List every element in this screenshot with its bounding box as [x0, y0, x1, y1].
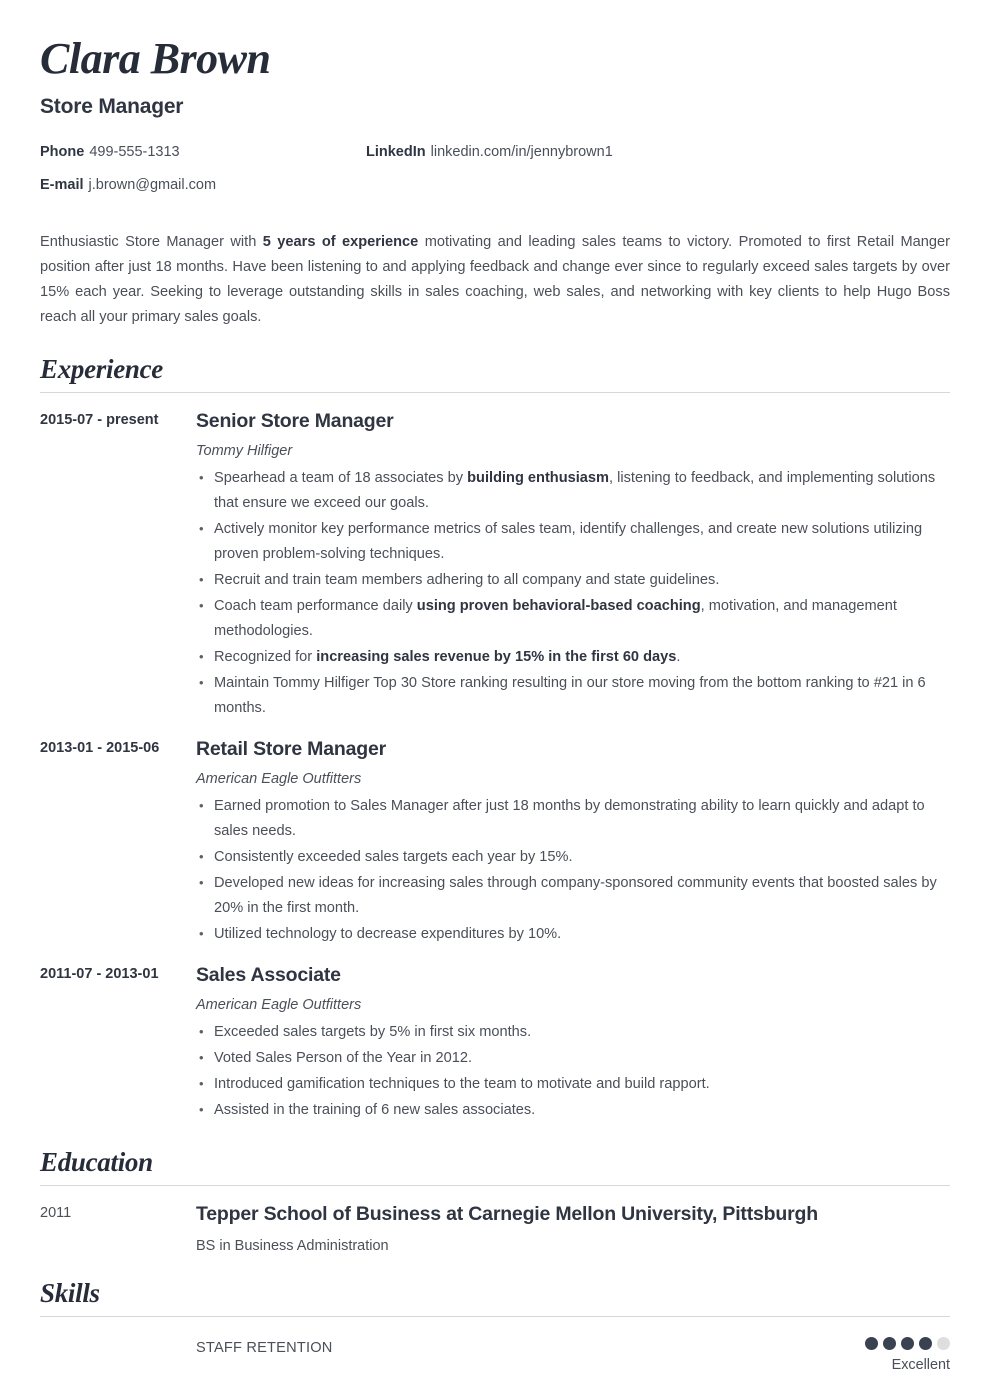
experience-entry-body — [196, 962, 950, 1123]
skill-name: STAFF RETENTION — [196, 1340, 333, 1356]
experience-bullet-list — [196, 1020, 950, 1123]
experience-entry-body — [196, 736, 950, 947]
bullet-highlight: using proven behavioral-based coaching — [416, 598, 701, 614]
section-divider — [40, 1185, 950, 1186]
skill-dot-filled — [901, 1337, 914, 1350]
section-title-education: Education — [40, 1147, 153, 1177]
education-entry-degree: BS in Business Administration — [196, 1238, 389, 1254]
contact-email[interactable] — [40, 177, 216, 193]
contact-linkedin-value[interactable]: linkedin.com/in/jennybrown1 — [430, 144, 613, 160]
experience-bullet — [196, 671, 950, 721]
experience-bullet — [196, 871, 950, 921]
section-divider — [40, 1316, 950, 1317]
plain-text: , motivation, and management methodologies. — [214, 598, 897, 639]
contact-info — [40, 144, 950, 210]
experience-entry — [40, 736, 950, 947]
bullet-highlight: increasing sales revenue by 15% in the first 60 days — [316, 649, 677, 665]
plain-text: Spearhead a team of 18 associates by — [214, 470, 468, 486]
skill-item — [40, 1337, 950, 1373]
section-skills — [40, 1277, 950, 1373]
skill-dot-filled — [865, 1337, 878, 1350]
experience-entry-date: 2011-07 - 2013-01 — [40, 966, 159, 982]
contact-linkedin[interactable] — [366, 144, 613, 160]
skill-rating-dots — [865, 1337, 950, 1350]
experience-entry-list — [40, 408, 950, 1123]
section-divider — [40, 392, 950, 393]
plain-text: Earned promotion to Sales Manager after just 18 months by demonstrating ability to learn quickly and adapt to sales needs. — [214, 798, 925, 839]
candidate-name: Clara Brown — [40, 34, 271, 83]
plain-text: Coach team performance daily — [214, 598, 417, 614]
experience-bullet — [196, 845, 950, 870]
plain-text: Enthusiastic Store Manager with — [40, 234, 263, 250]
skill-rating — [865, 1337, 950, 1373]
contact-linkedin-label: LinkedIn — [366, 144, 426, 160]
experience-bullet — [196, 922, 950, 947]
plain-text: Maintain Tommy Hilfiger Top 30 Store ranking resulting in our store moving from the bottom ranking to #21 in 6 months. — [214, 675, 926, 716]
plain-text: Consistently exceeded sales targets each year by 15%. — [214, 849, 573, 865]
experience-bullet — [196, 1046, 950, 1071]
experience-entry — [40, 962, 950, 1123]
section-experience — [40, 353, 950, 1123]
plain-text: Recognized for — [214, 649, 317, 665]
education-entry-school: Tepper School of Business at Carnegie Mellon University, Pittsburgh — [196, 1203, 818, 1225]
section-title-skills: Skills — [40, 1278, 100, 1308]
plain-text: . — [676, 649, 681, 665]
education-entry-date: 2011 — [40, 1205, 72, 1221]
plain-text: Developed new ideas for increasing sales through company-sponsored community events that boosted sales by 20% in the first month. — [214, 875, 937, 916]
experience-bullet-list — [196, 466, 950, 721]
experience-bullet — [196, 645, 950, 670]
education-entry-body — [196, 1201, 950, 1254]
experience-bullet-list — [196, 794, 950, 947]
experience-entry-company: American Eagle Outfitters — [196, 771, 362, 787]
contact-phone-label: Phone — [40, 144, 85, 160]
skill-dot-filled — [883, 1337, 896, 1350]
candidate-job-title: Store Manager — [40, 95, 184, 118]
plain-text: motivating and leading sales teams to victory. Promoted to first Retail Manger position after just 18 months. Have been listening to and applying feedback and change ever since to regularly exceed sales targets by over 15% each year. Seeking to leverage outstanding skills in sales coaching, web sales, and networking with key clients to help Hugo Boss reach all your primary sales goals. — [40, 234, 950, 325]
professional-summary — [40, 230, 950, 330]
section-title-experience: Experience — [40, 354, 163, 384]
experience-bullet — [196, 594, 950, 644]
experience-entry-company: American Eagle Outfitters — [196, 997, 362, 1013]
experience-bullet — [196, 466, 950, 516]
skill-dot-filled — [919, 1337, 932, 1350]
experience-bullet — [196, 517, 950, 567]
experience-bullet — [196, 568, 950, 593]
contact-email-label: E-mail — [40, 177, 84, 193]
plain-text: Introduced gamification techniques to the team to motivate and build rapport. — [214, 1076, 710, 1092]
experience-bullet — [196, 1072, 950, 1097]
experience-bullet — [196, 1020, 950, 1045]
skill-list — [40, 1337, 950, 1373]
experience-entry-company: Tommy Hilfiger — [196, 443, 293, 459]
section-education — [40, 1146, 950, 1254]
bullet-highlight: building enthusiasm — [467, 470, 610, 486]
resume-header — [40, 0, 950, 210]
experience-entry — [40, 408, 950, 721]
plain-text: Assisted in the training of 6 new sales associates. — [214, 1102, 536, 1118]
skill-dot-empty — [937, 1337, 950, 1350]
contact-phone-value: 499-555-1313 — [89, 144, 180, 160]
plain-text: Voted Sales Person of the Year in 2012. — [214, 1050, 473, 1066]
plain-text: Actively monitor key performance metrics of sales team, identify challenges, and create new solutions utilizing proven problem-solving techniques. — [214, 521, 923, 562]
experience-bullet — [196, 794, 950, 844]
plain-text: Recruit and train team members adhering to all company and state guidelines. — [214, 572, 720, 588]
contact-row-2 — [40, 177, 950, 210]
plain-text: Exceeded sales targets by 5% in first six months. — [214, 1024, 532, 1040]
experience-entry-title: Retail Store Manager — [196, 738, 386, 760]
experience-entry-date: 2015-07 - present — [40, 412, 159, 428]
contact-email-value[interactable]: j.brown@gmail.com — [88, 177, 217, 193]
skill-level-label: Excellent — [891, 1357, 950, 1373]
experience-entry-date: 2013-01 - 2015-06 — [40, 740, 160, 756]
summary-highlight: 5 years of experience — [262, 234, 419, 250]
experience-entry-title: Sales Associate — [196, 964, 341, 986]
plain-text: Utilized technology to decrease expenditures by 10%. — [214, 926, 562, 942]
experience-bullet — [196, 1098, 950, 1123]
contact-row-1 — [40, 144, 950, 177]
experience-entry-title: Senior Store Manager — [196, 410, 394, 432]
education-entry — [40, 1201, 950, 1254]
experience-entry-body — [196, 408, 950, 721]
contact-phone — [40, 144, 180, 160]
education-entry-list — [40, 1201, 950, 1254]
plain-text: , listening to feedback, and implementing solutions that ensure we exceed our goals. — [214, 470, 936, 511]
